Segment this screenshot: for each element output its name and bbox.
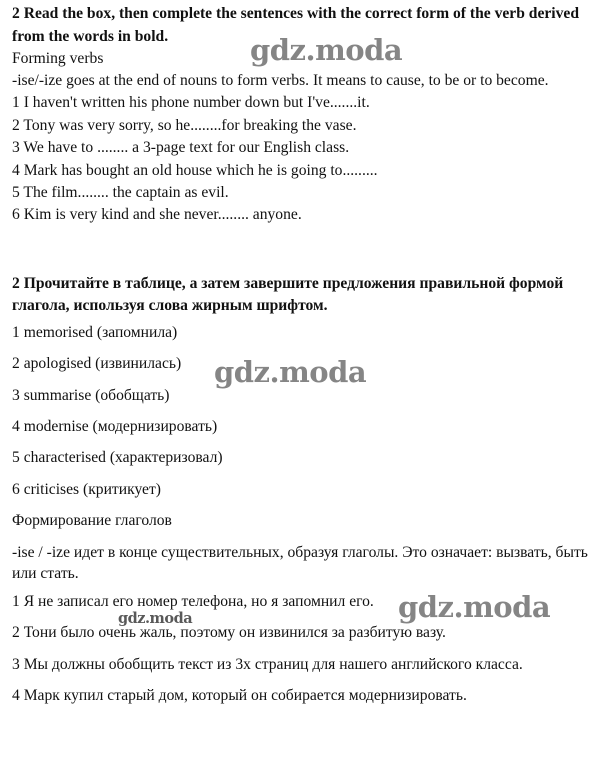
russian-heading: 2 Прочитайте в таблице, а затем завершите предложения правильной формой глагола, используя слова жирным шрифтом.: [12, 274, 564, 314]
english-box-title: Forming verbs: [12, 50, 104, 67]
russian-box-rule: -ise / -ize идет в конце существительных, образуя глаголы. Это означает: вызвать, быть или стать.: [12, 543, 588, 582]
watermark-small: gdz.moda: [118, 610, 193, 627]
english-sentence-3: 3 We have to ........ a 3-page text for our English class.: [12, 139, 350, 157]
watermark-middle: gdz.moda: [214, 355, 367, 389]
english-sentence-6: 6 Kim is very kind and she never........ anyone.: [12, 206, 302, 224]
english-sentence-4: 4 Mark has bought an old house which he is going to.........: [12, 161, 378, 179]
english-sentence-1: 1 I haven't written his phone number down but I've.......it.: [12, 94, 370, 112]
answer-6: 6 criticises (критикует): [12, 480, 161, 498]
watermark-right: gdz.moda: [398, 590, 551, 624]
russian-box-title: Формирование глаголов: [12, 512, 172, 530]
answer-2: 2 apologised (извинилась): [12, 355, 182, 373]
english-box-rule: -ise/-ize goes at the end of nouns to form verbs. It means to cause, to be or to become.: [12, 72, 549, 90]
watermark-top: gdz.moda: [250, 33, 403, 67]
answer-1: 1 memorised (запомнила): [12, 323, 178, 341]
answer-3: 3 summarise (обобщать): [12, 386, 170, 404]
answer-5: 5 characterised (характеризовал): [12, 449, 223, 467]
translation-1: 1 Я не записал его номер телефона, но я запомнил его.: [12, 592, 374, 610]
english-sentence-2: 2 Tony was very sorry, so he........for breaking the vase.: [12, 116, 357, 134]
english-heading: 2 Read the box, then complete the sentences with the correct form of the verb derived from the words in bold.: [12, 5, 580, 45]
translation-4: 4 Марк купил старый дом, который он собирается модернизировать.: [12, 686, 467, 704]
section-spacer: [12, 227, 597, 267]
russian-section: [12, 273, 597, 711]
translation-3: 3 Мы должны обобщить текст из 3х страниц для нашего английского класса.: [12, 655, 523, 673]
answer-4: 4 modernise (модернизировать): [12, 418, 218, 436]
translation-2: 2 Тони было очень жаль, поэтому он извинился за разбитую вазу.: [12, 624, 446, 642]
english-sentence-5: 5 The film........ the captain as evil.: [12, 184, 229, 202]
